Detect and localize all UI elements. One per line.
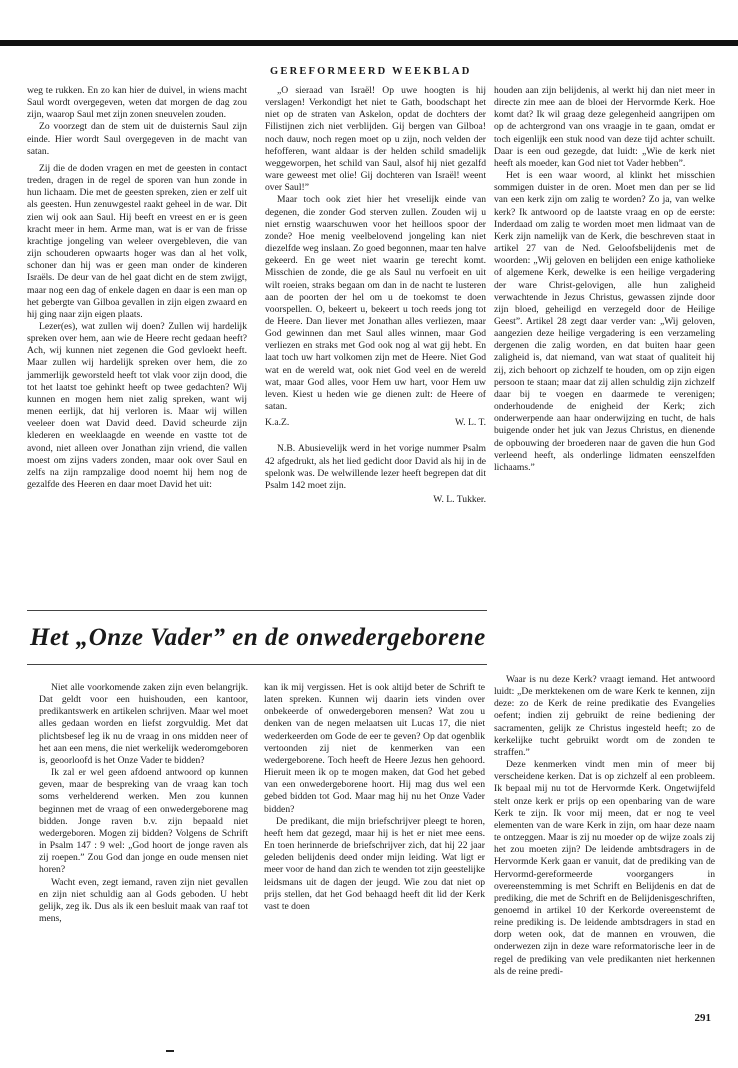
signature-left: K.a.Z. <box>265 417 290 429</box>
column-6 <box>494 674 715 978</box>
title-rule <box>27 664 487 665</box>
paragraph: weg te rukken. En zo kan hier de duivel, in wiens macht Saul wordt overgegeven, weten dat morgen de dag zou zijn, waarop Saul met zijn zonen sneuvelen zouden. <box>27 85 247 121</box>
paragraph: houden aan zijn belijdenis, al werkt hij dan niet meer in directe zin mee aan de bloei der Hervormde Kerk. Hoe komt dat? Ik wil graag deze gelegenheid aangrijpen om op de achtergrond van ons vraagje in te gaan, omdat er toch eigenlijk een stuk nood van deze tijd achter schuilt. Daar is een oud gezegde, dat luidt: „Wie de kerk niet heeft als moeder, kan God niet tot Vader hebben”. <box>494 85 715 169</box>
nb-note: N.B. Abusievelijk werd in het vorige nummer Psalm 42 afgedrukt, als het lied gedicht door David als hij in de spelonk was. De welwillende lezer heeft begrepen dat dit Psalm 142 moet zijn. <box>265 443 486 491</box>
article-title: Het „Onze Vader” en de onwedergeborene <box>30 624 486 651</box>
paragraph: Wacht even, zegt iemand, raven zijn niet gevallen en zijn niet schuldig aan al Gods geboden. U hebt gelijk, zeg ik. Dus als ik een besluit maak van raaf tot mens, <box>39 876 248 924</box>
paragraph: Maar toch ook ziet hier het vreselijk einde van degenen, die zonder God sterven zullen. Zouden wij u niet ernstig waarschuwen voor het heilloos spoor der zonde? Hoe menig veelbelovend jongeling kan niet diezelfde weg inslaan. Zo goed begonnen, maar ten halve gekeerd. En ge weet niet waarin ge terecht komt. Misschien de zonde, die ge als Saul nu verfoeit en uit wilt roeien, straks begaan om dan in de nacht te lusteren aan de poorten der hel om u de toekomst te doen voorspellen. O, bekeert u, bekeert u toch reeds jong tot de Heere. Dan liever met Jonathan alles verliezen, maar God gewinnen dan met Saul alles winnen, maar God verliezen en straks met God ook nog al wat gij hebt. En laat toch uw hart volkomen zijn met de Heere. Niet God wat en de wereld wat, ook niet God veel en de wereld wat, maar God alles, voor Hem uw hart, voor Hem uw leven. Kiest u heden wie ge dienen zult: de Heere of satan. <box>265 194 486 413</box>
column-3 <box>494 85 715 474</box>
column-4 <box>39 682 248 925</box>
paragraph: Deze kenmerken vindt men min of meer bij verscheidene kerken. Dat is op zichzelf al een probleem. Ik bepaal mij nu tot de Hervormde Kerk. Ongetwijfeld stelt onze kerk er prijs op een openbaring van de ware Kerk te zijn. Ik voor mij meen, dat er nog te veel elementen van de ware Kerk in zijn, om haar deze naam te ontzeggen. Maar is zij nu moeder op de wijze zoals zij het zou moeten zijn? De leidende ambtsdragers in de Hervormde Kerk gaan er vanuit, dat de prediking van de Hervormd-gereformeerde voorgangers in overeenstemming is met Schrift en Belijdenis en dat de prediking, die met de Schrift en de Belijdenisgeschriften, genoemd in artikel 10 der Kerkorde overeenstemt de reine prediking is. De leidende ambtsdragers in stad en dorp weten ook, dat de mannen en vrouwen, die onderwezen zijn in deze ware reformatorische leer in de regel de prediking van vele predikanten niet herkennen als de reine predi- <box>494 759 715 977</box>
footer-mark <box>166 1050 174 1052</box>
column-2 <box>265 85 486 506</box>
paragraph: kan ik mij vergissen. Het is ook altijd beter de Schrift te laten spreken. Kunnen wij daarin iets vinden over onbekeerde of onwedergeboren mensen? Wat zou u denken van de negen melaatsen uit Lucas 17, die niet wederkeerden om Gode de eer te geven? Op dat ogenblik vertoonden zij niet de kenmerken van een wedergeborene. Toch heeft de Heere Jezus hen gehoord. Hieruit meen ik op te mogen maken, dat God het gebed van een onwedergeborene hoort. Hij mag dus wel een gebed bidden tot God. Maar mag hij nu het Onze Vader bidden? <box>264 682 485 815</box>
paragraph: Niet alle voorkomende zaken zijn even belangrijk. Dat geldt voor een huishouden, een kantoor, predikantswerk en artikelen schrijven. Maar wel moet alles gedaan worden en liefst zorgvuldig. Met dat plichtsbesef leg ik nu de vraag in ons midden neer of het aan een mens, die niet werkelijk wederomgeboren is, geoorloofd is het Onze Vader te bidden? <box>39 682 248 766</box>
paragraph: Het is een waar woord, al klinkt het misschien sommigen duister in de oren. Moet men dan per se lid van een kerk zijn om zalig te worden? Zo ja, van welke kerk? Ik antwoord op de laatste vraag en op de eerste: Inderdaad om zalig te worden moet men lidmaat van de Kerk zijn namelijk van de Kerk, die beschreven staat in artikel 27 van de Ned. Geloofsbelijdenis met de woorden: „Wij geloven en belijden een enige katholieke of algemene Kerk, dewelke is een heilige vergadering der ware Christ-gelovigen, alle hun zaligheid verwachtende in Jezus Christus, gewassen zijnde door zijn bloed, geheiligd en verzegeld door de Heilige Geest”. Artikel 28 zegt daar verder van: „Wij geloven, aangezien deze heilige vergadering is een verzameling dergenen die zalig worden, en dat buiten haar geen zaligheid is, dat niemand, van wat staat of qualiteit hij zij, zich behoort op zichzelf te houden, om op zijn eigen persoon te staan; maar dat zij allen schuldig zijn zichzelf daar bij te voegen en daarmede te verenigen; onderhoudende de enigheid der Kerk; zich onderwerpende aan haar onderwijzing en tucht, de hals buigende onder het juk van Jezus Christus, en dienende de opbouwing der broederen naar de gaven die hun God verleend heeft, als onderlinge lidmaten eenszelfden lichaams.” <box>494 170 715 473</box>
paragraph: De predikant, die mijn briefschrijver pleegt te horen, heeft hem dat gezegd, maar hij is het er niet mee eens. En toen herinnerde de briefschrijver zich, dat hij 22 jaar geleden belijdenis deed onder mijn leiding. Wat ligt er meer voor de hand dan zich te wenden tot zijn geestelijke leidsmans uit de dagen der jeugd. Wie zou dat niet op prijs stellen, dat het God behaagd heeft dit lid der Kerk vast te doen <box>264 815 485 912</box>
column-1 <box>27 85 247 491</box>
running-header: GEREFORMEERD WEEKBLAD <box>270 66 472 77</box>
nb-signature: W. L. Tukker. <box>433 494 486 505</box>
paragraph: „O sieraad van Israël! Op uwe hoogten is hij verslagen! Verkondigt het niet te Gath, boodschapt het niet op de straten van Askelon, opdat de dochters der Filistijnen zich niet verblijden. Gij bergen van Gilboa! noch dauw, noch regen moet op u zijn, noch velden der hefofferen, want aldaar is der helden schild smadelijk weggeworpen, het schild van Saul, alsof hij niet gezalfd ware geweest met olie! Gij dochteren van Israël! weent over Saul!” <box>265 85 486 194</box>
column-5 <box>264 682 485 913</box>
signature-right: W. L. T. <box>454 417 486 429</box>
paragraph: Zo voorzegt dan de stem uit de duisternis Saul zijn einde. Hier wordt Saul overgegeven in de macht van satan. <box>27 121 247 157</box>
section-rule <box>27 610 487 611</box>
paragraph: Zij die de doden vragen en met de geesten in contact treden, dragen in de regel de sporen van hun zonde in hun lichaam. Die met de geesten spreken, zien er zelf uit als geesten. Hun zenuwgestel raakt geheel in de war. Dit zien wij ook aan Saul. Hij beeft en vreest en er is geen kracht meer in hem. Arme man, wat is er van de frisse krachtige jongeling van weleer overgebleven, die van zijn schouderen opwaarts hoger was dan al het volk, schoner dan hij was er geen man onder de kinderen Israëls. De deur van de hel gaat dicht en de stem zwijgt, maar nog een dag of enkele dagen en daar is een man op het gebergte van Gilboa gevallen in zijn eigen zwaard en hij ging naar zijn eigen plaats. <box>27 162 247 320</box>
paragraph: Lezer(es), wat zullen wij doen? Zullen wij hardelijk spreken over hem, aan wie de Heere recht gedaan heeft? Ach, wij kunnen niet zegenen die God gevloekt heeft. Maar zullen wij hardelijk spreken over hem, die zo jammerlijk geworsteld heeft tot vlak voor zijn dood, die tot het laatst toe gehinkt heeft op twee gedachten? Wij kunnen en mogen hem niet zalig spreken, want wij menen eerlijk, dat hij verloren is. Maar wij willen veeleer doen wat David deed. David scheurde zijn klederen en weeklaagde en weende en vastte tot de avond, niet alleen over Jonathan zijn vriend, die vallen moest om zijns vaders zonden, maar ook over Saul en zelfs na zijn rampzalige dood noemt hij hem nog de gezalfde des Heeren en daar moet David het uit: <box>27 320 247 490</box>
signature-line <box>265 417 486 429</box>
paragraph: Waar is nu deze Kerk? vraagt iemand. Het antwoord luidt: „De merktekenen om de ware Kerk te kennen, zijn deze: zo de Kerk de reine predikatie des Evangelies oefent; indien zij gebruikt de reine bediening der sacramenten, gelijk ze Christus ingesteld heeft; zo de kerkelijke tucht gebruikt wordt om de zonden te straffen.” <box>494 674 715 758</box>
top-border <box>0 40 738 46</box>
page-number: 291 <box>694 1012 711 1024</box>
paragraph: Ik zal er wel geen afdoend antwoord op kunnen geven, maar de bespreking van de vraag kan toch soms verhelderend werken. Men zou kunnen beginnen met de vraag of een onwedergeborene mag bidden. Jonge raven b.v. zijn bepaald niet wedergeboren. Mogen zij bidden? Volgens de Schrift in Psalm 147 : 9 wel: „God hoort de jonge raven als zij roepen.” Zou God dan jonge en oude mensen niet horen? <box>39 767 248 876</box>
